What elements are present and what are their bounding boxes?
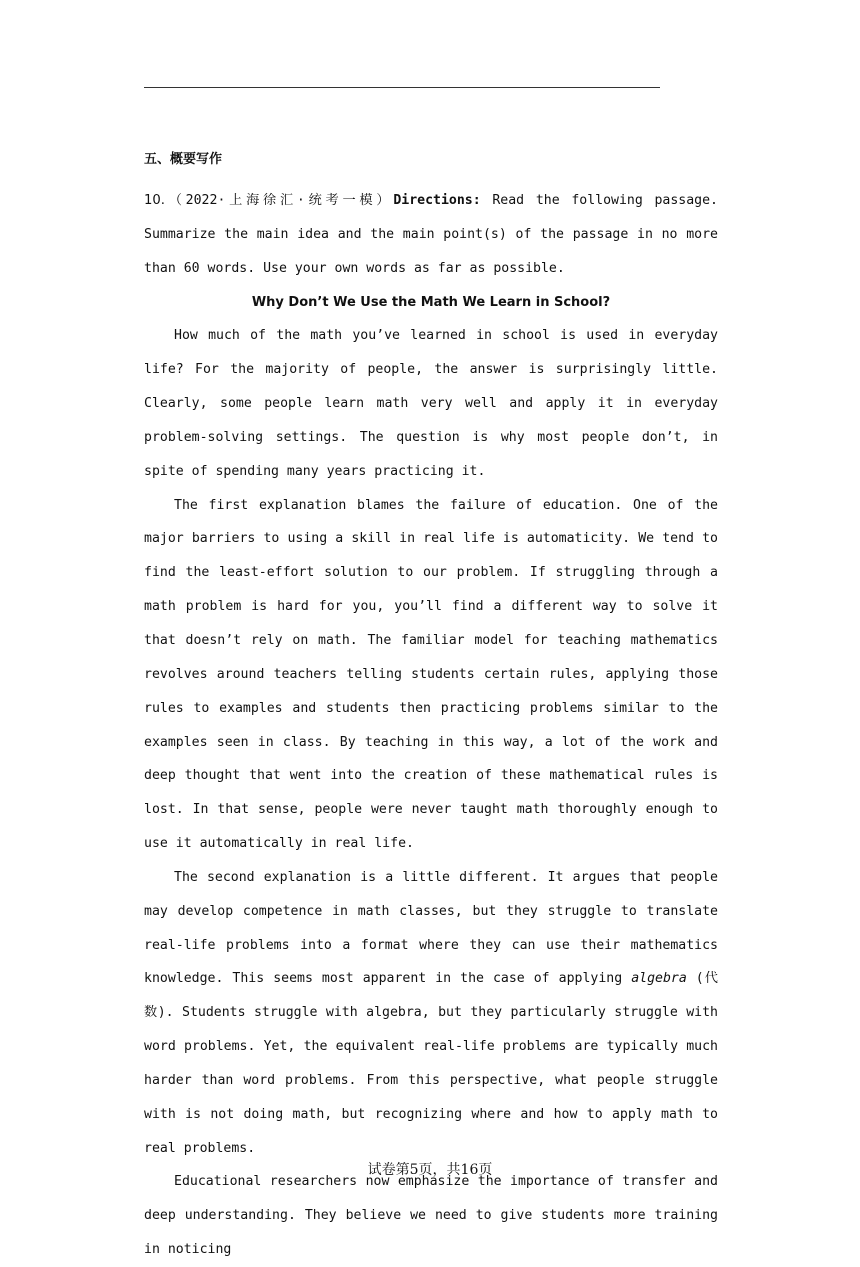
passage-title: Why Don’t We Use the Math We Learn in School? <box>251 294 611 310</box>
question-number: 10. <box>144 193 165 208</box>
directions-label: Directions: <box>393 193 481 208</box>
passage-paragraph-4: Educational researchers now emphasize the importance of transfer and deep understanding. They believe we need to give students more training in noticing <box>144 1174 718 1258</box>
paragraph-3-text-a: The second explanation is a little different. It argues that people may develop competence in math classes, but they struggle to translate real-life problems into a format where they can use their mathematics knowledge. This seems most apparent in the case of applying <box>144 869 718 987</box>
page-footer: 试卷第5页，共16页 <box>367 1162 493 1178</box>
paragraph-3-text-b: (代数). Students struggle with algebra, but they particularly struggle with word problems. Yet, the equivalent real-life problems are typically much harder than word problems. From this perspective, what people struggle with is not doing math, but recognizing where and how to apply math to real problems. <box>144 971 718 1156</box>
header-rule <box>144 87 660 88</box>
passage-paragraph-3 <box>144 861 718 1166</box>
passage-paragraph-1: How much of the math you’ve learned in school is used in everyday life? For the majority of people, the answer is surprisingly little. Clearly, some people learn math very well and apply it in everyday problem-solving settings. The question is why most people don’t, in spite of spending many years practicing it. <box>144 328 718 479</box>
algebra-term: algebra <box>631 971 687 987</box>
question-prompt <box>144 184 718 286</box>
question-source: （2022·上海徐汇·统考一模） <box>164 193 394 208</box>
directions-text: Read the following passage. Summarize the main idea and the main point(s) of the passage in no more than 60 words. Use your own words as far as possible. <box>144 193 719 276</box>
section-heading: 五、概要写作 <box>144 152 223 167</box>
question-content <box>144 184 718 1267</box>
passage-paragraph-2: The first explanation blames the failure of education. One of the major barriers to using a skill in real life is automaticity. We tend to find the least-effort solution to our problem. If struggling through a math problem is hard for you, you’ll find a different way to solve it that doesn’t rely on math. The familiar model for teaching mathematics revolves around teachers telling students certain rules, applying those rules to examples and students then practicing problems similar to the examples seen in class. By teaching in this way, a lot of the work and deep thought that went into the creation of these mathematical rules is lost. In that sense, people were never taught math thoroughly enough to use it automatically in real life. <box>144 497 718 852</box>
